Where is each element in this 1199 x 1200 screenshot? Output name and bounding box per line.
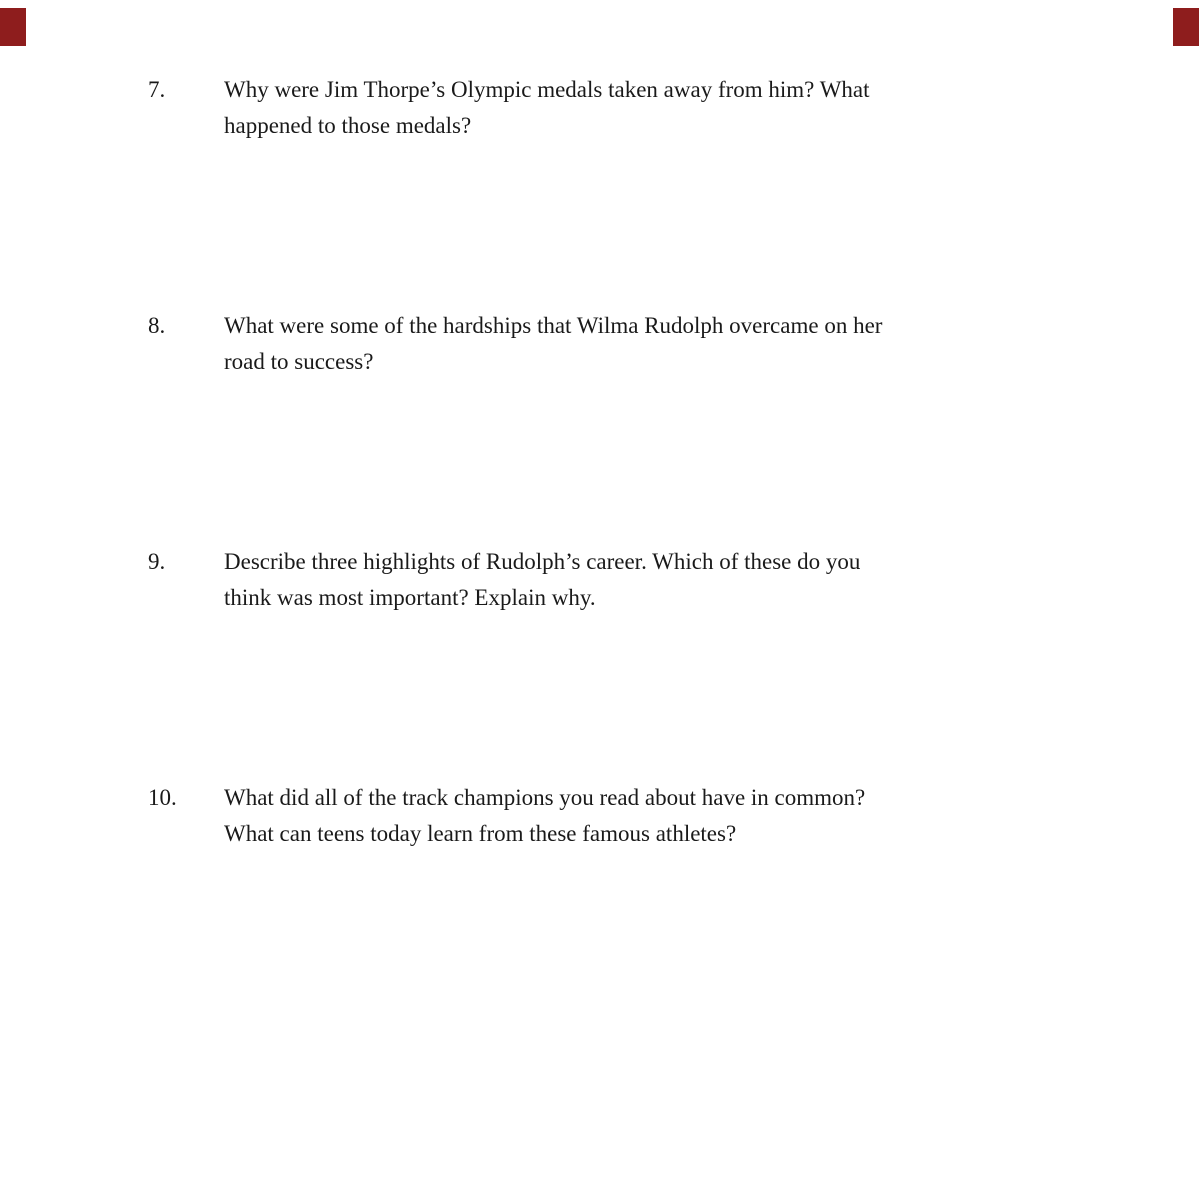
question-text-line: What did all of the track champions you read about have in common? [224, 785, 866, 810]
question-text-line: happened to those medals? [224, 113, 472, 138]
question-text-line: What can teens today learn from these famous athletes? [224, 821, 737, 846]
question-number: 7. [148, 77, 166, 102]
question-item-10 [148, 780, 1108, 852]
question-number: 8. [148, 313, 166, 338]
corner-artifact-left [0, 8, 26, 46]
question-item-9 [148, 544, 1108, 616]
question-text [224, 544, 1108, 616]
question-text [224, 308, 1108, 380]
question-text-line: Describe three highlights of Rudolph’s career. Which of these do you [224, 549, 861, 574]
question-number: 9. [148, 549, 166, 574]
corner-artifact-right [1173, 8, 1199, 46]
question-text-line: think was most important? Explain why. [224, 585, 596, 610]
question-text-line: Why were Jim Thorpe’s Olympic medals taken away from him? What [224, 77, 870, 102]
question-text [224, 780, 1108, 852]
question-text-line: What were some of the hardships that Wilma Rudolph overcame on her [224, 313, 883, 338]
question-text [224, 72, 1108, 144]
question-item-8 [148, 308, 1108, 380]
question-item-7 [148, 72, 1108, 144]
worksheet-page [148, 72, 1108, 1016]
question-number: 10. [148, 785, 177, 810]
question-text-line: road to success? [224, 349, 374, 374]
